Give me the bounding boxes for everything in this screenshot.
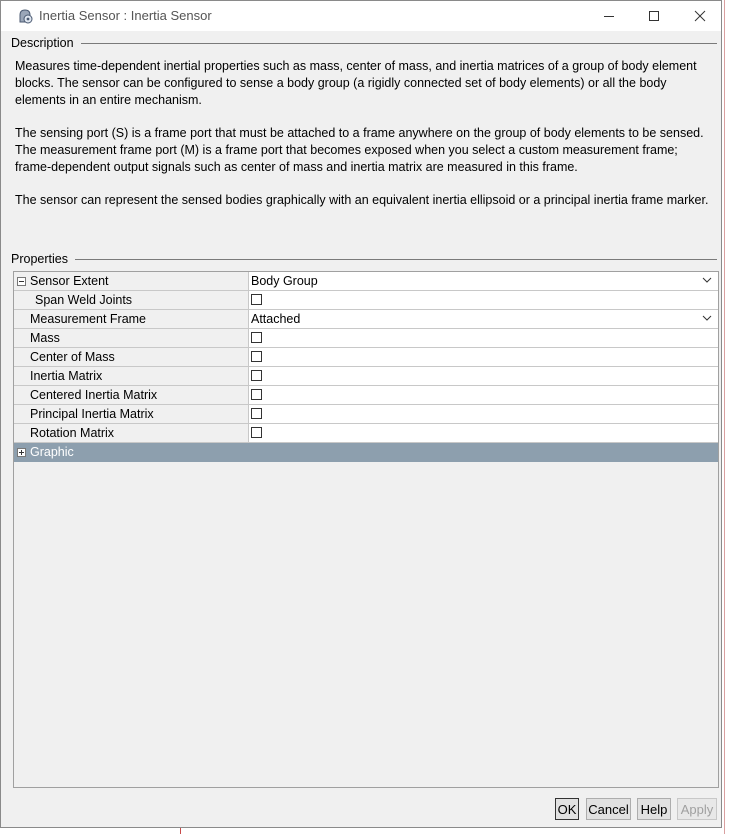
property-value-cell — [249, 367, 718, 385]
property-name-cell — [14, 329, 249, 347]
property-value-cell — [249, 386, 718, 404]
apply-button[interactable]: Apply — [677, 798, 717, 820]
chevron-down-icon — [702, 275, 712, 285]
property-name-cell — [14, 424, 249, 442]
property-value-cell — [249, 291, 718, 309]
property-row-mass — [14, 329, 718, 348]
sensor-extent-dropdown[interactable] — [249, 272, 718, 290]
maximize-button[interactable] — [631, 1, 677, 31]
title-bar[interactable] — [1, 1, 721, 31]
dropdown-value: Body Group — [251, 274, 318, 288]
property-label: Rotation Matrix — [30, 426, 115, 440]
graphic-section-header[interactable] — [14, 443, 718, 462]
property-label: Principal Inertia Matrix — [30, 407, 154, 421]
span-weld-joints-checkbox[interactable] — [251, 294, 262, 305]
description-text — [15, 58, 711, 225]
property-label: Center of Mass — [30, 350, 115, 364]
property-name-cell — [14, 272, 249, 290]
ok-button[interactable]: OK — [555, 798, 579, 820]
graphic-section-label: Graphic — [30, 445, 74, 459]
centered-inertia-matrix-checkbox[interactable] — [251, 389, 262, 400]
window-title: Inertia Sensor : Inertia Sensor — [39, 8, 212, 23]
property-row-principal-inertia-matrix — [14, 405, 718, 424]
minimize-icon — [603, 10, 615, 22]
properties-group-rule — [75, 259, 717, 260]
property-row-centered-inertia-matrix — [14, 386, 718, 405]
inertia-matrix-checkbox[interactable] — [251, 370, 262, 381]
close-button[interactable] — [677, 1, 723, 31]
minimize-button[interactable] — [586, 1, 632, 31]
expand-icon[interactable] — [17, 448, 26, 457]
property-row-sensor-extent — [14, 272, 718, 291]
property-label: Span Weld Joints — [35, 293, 133, 307]
property-value-cell — [249, 405, 718, 423]
property-label: Measurement Frame — [30, 312, 147, 326]
description-group-label: Description — [11, 36, 77, 50]
close-icon — [694, 10, 706, 22]
property-label: Sensor Extent — [30, 274, 109, 288]
property-row-center-of-mass — [14, 348, 718, 367]
property-value-cell — [249, 348, 718, 366]
collapse-icon[interactable] — [17, 277, 26, 286]
dropdown-value: Attached — [251, 312, 301, 326]
center-of-mass-checkbox[interactable] — [251, 351, 262, 362]
help-button[interactable]: Help — [637, 798, 671, 820]
property-row-span-weld-joints — [14, 291, 718, 310]
principal-inertia-matrix-checkbox[interactable] — [251, 408, 262, 419]
mass-checkbox[interactable] — [251, 332, 262, 343]
measurement-frame-dropdown[interactable] — [249, 310, 718, 328]
property-value-cell — [249, 424, 718, 442]
property-label: Inertia Matrix — [30, 369, 103, 383]
description-paragraph: The sensing port (S) is a frame port that must be attached to a frame anywhere on the group of body elements to be sensed. The measurement frame port (M) is a frame port that becomes exposed when you select a custom measurement frame; frame-dependent output signals such as center of mass and inertia matrix are measured in this frame. — [15, 126, 704, 174]
property-value-cell — [249, 329, 718, 347]
properties-group-label: Properties — [11, 252, 71, 266]
cancel-button[interactable]: Cancel — [586, 798, 631, 820]
background-canvas-edge — [724, 0, 725, 834]
description-paragraph: Measures time-dependent inertial properties such as mass, center of mass, and inertia matrices of a group of body element blocks. The sensor can be configured to sense a body group (a rigidly connected set of body elements) or all the body elements in an entire mechanism. — [15, 59, 697, 107]
property-name-cell — [14, 310, 249, 328]
property-label: Mass — [30, 331, 60, 345]
property-name-cell — [14, 405, 249, 423]
inertia-sensor-icon — [16, 7, 34, 25]
rotation-matrix-checkbox[interactable] — [251, 427, 262, 438]
property-row-measurement-frame — [14, 310, 718, 329]
maximize-icon — [648, 10, 660, 22]
property-name-cell — [14, 348, 249, 366]
property-row-rotation-matrix — [14, 424, 718, 443]
description-paragraph: The sensor can represent the sensed bodies graphically with an equivalent inertia ellipsoid or a principal inertia frame marker. — [15, 193, 709, 207]
property-row-inertia-matrix — [14, 367, 718, 386]
property-label: Centered Inertia Matrix — [30, 388, 158, 402]
property-name-cell — [14, 367, 249, 385]
property-name-cell — [14, 291, 249, 309]
chevron-down-icon — [702, 313, 712, 323]
property-grid — [13, 271, 719, 788]
property-name-cell — [14, 386, 249, 404]
description-group-rule — [81, 43, 717, 44]
